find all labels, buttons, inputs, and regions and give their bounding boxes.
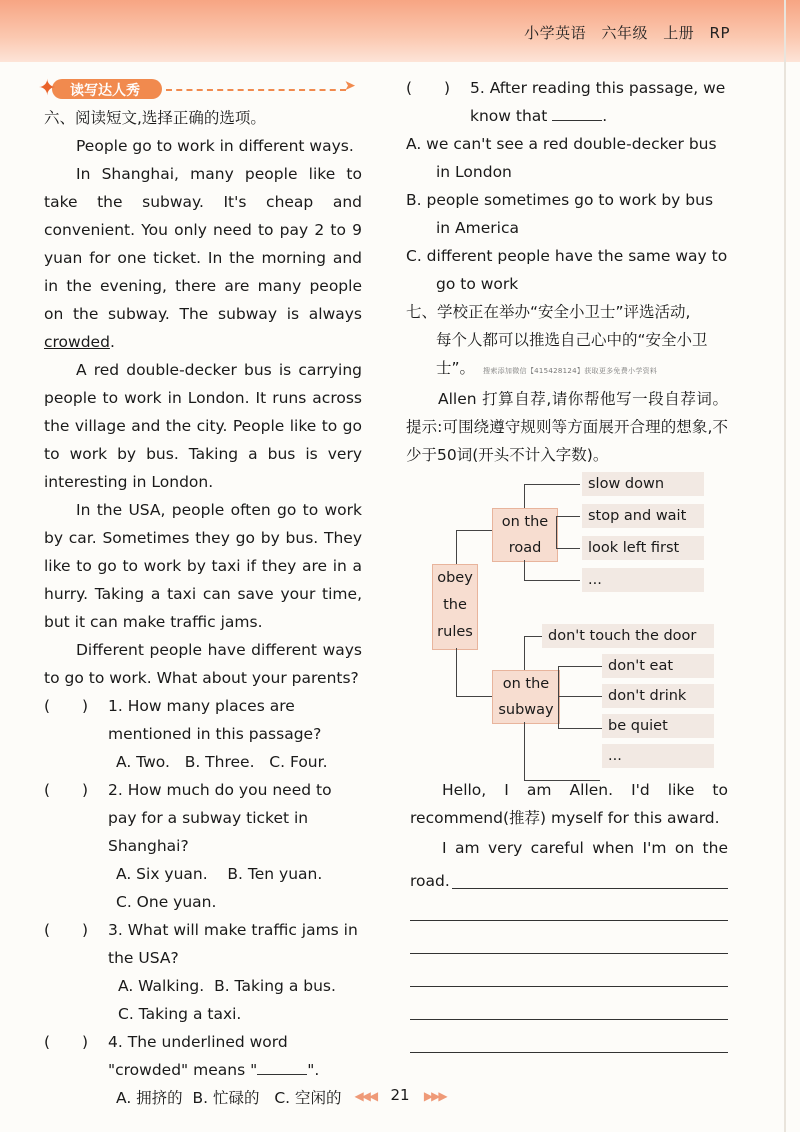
question-text: What will make traffic jams in the USA? <box>108 921 358 967</box>
question-number: 4. <box>108 1033 123 1051</box>
arrow-right-icon: ➤ <box>344 78 356 94</box>
writing-line[interactable] <box>410 1052 728 1053</box>
option: B. Ten yuan. <box>227 865 323 883</box>
question-4: ( ) 4. The underlined word "crowded" means " ". <box>44 1028 362 1084</box>
mindmap-root: obey the rules <box>432 564 478 650</box>
mindmap-leaf: don't eat <box>602 654 714 678</box>
mindmap-leaf: slow down <box>582 472 704 496</box>
answer-bracket-close: ) <box>82 781 89 799</box>
answer-bracket-close: ) <box>444 79 451 97</box>
passage-paragraph-1: In Shanghai, many people like to take the subway. It's cheap and convenient. You only need to pay 2 to 9 yuan for one ticket. In the morning and in the evening, there are many people on the subway. The subway is always crowded. <box>44 165 362 351</box>
option: A. Six yuan. <box>116 865 208 883</box>
header-text <box>514 22 730 43</box>
writing-start-line-1: Hello, I am Allen. I'd like to recommend(推荐) myself for this award. <box>410 781 728 827</box>
answer-blank[interactable] <box>257 1058 307 1075</box>
option: A. 拥挤的 <box>116 1089 183 1107</box>
option: B. 忙碌的 <box>192 1089 260 1107</box>
option: C. Taking a taxi. <box>118 1005 242 1023</box>
answer-bracket-close: ) <box>82 1033 89 1051</box>
option: C. 空闲的 <box>274 1089 342 1107</box>
writing-prompt: Allen 打算自荐,请你帮他写一段自荐词。提示:可围绕遵守规则等方面展开合理的想象,不少于50词(开头不计入字数)。 <box>406 390 728 464</box>
right-arrows-icon: ▶▶▶ <box>423 1089 446 1103</box>
question-3-options <box>44 972 362 1028</box>
answer-bracket-open: ( <box>44 781 51 799</box>
option: B. Three. <box>184 753 255 771</box>
option: A. Walking. <box>118 977 205 995</box>
question-3 <box>44 916 362 972</box>
left-arrows-icon: ◀◀◀ <box>354 1089 377 1103</box>
question-5-option-c: C. different people have the same way to go to work <box>406 247 728 293</box>
passage-paragraph-2: A red double-decker bus is carrying people to work in London. It runs across the village and the city. People like to go to work by bus. Taking a bus is very interesting in London. <box>44 361 362 491</box>
option: B. Taking a bus. <box>214 977 336 995</box>
page-edge <box>784 0 786 1132</box>
section-banner <box>38 78 358 100</box>
writing-line[interactable] <box>410 953 728 954</box>
question-number: 2. <box>108 781 123 799</box>
question-5-option-a: A. we can't see a red double-decker bus in London <box>406 135 717 181</box>
answer-blank[interactable] <box>552 104 602 121</box>
mindmap-branch-road: on the road <box>492 508 558 562</box>
page-header <box>0 0 800 62</box>
writing-start-line-2: I am very careful when I'm on the road. <box>410 839 728 890</box>
writing-start <box>410 776 728 898</box>
option: C. One yuan. <box>116 893 217 911</box>
writing-line[interactable] <box>410 920 728 921</box>
header-grade: 六年级 <box>601 24 648 42</box>
mindmap-leaf: stop and wait <box>582 504 704 528</box>
mindmap-leaf: ... <box>582 568 704 592</box>
answer-bracket-close: ) <box>82 921 89 939</box>
passage-paragraph-3: In the USA, people often go to work by car. Sometimes they go by bus. They like to go to work by taxi if they are in a hurry. Taking a taxi can save your time, but it can make traffic jams. <box>44 501 362 631</box>
banner-dashed-line <box>166 89 346 91</box>
answer-bracket-close: ) <box>82 697 89 715</box>
banner-label: 读写达人秀 <box>70 83 140 99</box>
page-number: 21 <box>390 1086 410 1104</box>
writing-line[interactable] <box>410 986 728 987</box>
header-edition: RP <box>709 24 730 42</box>
writing-line[interactable] <box>452 888 728 889</box>
question-text: How many places are mentioned in this passage? <box>108 697 322 743</box>
question-1 <box>44 692 362 748</box>
question-2 <box>44 776 362 860</box>
header-subject: 小学英语 <box>524 24 587 42</box>
mindmap-leaf: ... <box>602 744 714 768</box>
question-5-option-b: B. people sometimes go to work by bus in America <box>406 191 714 237</box>
option: A. Two. <box>116 753 170 771</box>
passage-paragraph-4: Different people have different ways to go to work. What about your parents? <box>44 641 362 687</box>
answer-bracket-open: ( <box>44 1033 51 1051</box>
question-5: ( ) 5. After reading this passage, we know that . <box>406 74 728 130</box>
mindmap-branch-subway: on the subway <box>492 670 560 724</box>
header-volume: 上册 <box>663 24 695 42</box>
right-column <box>406 74 728 469</box>
reading-section-title: 六、阅读短文,选择正确的选项。 <box>44 109 266 127</box>
mindmap-leaf: don't drink <box>602 684 714 708</box>
answer-bracket-open: ( <box>44 697 51 715</box>
watermark: 搜索添加微信【415428124】获取更多免费小学资料 <box>483 367 658 375</box>
question-number: 5. <box>470 79 485 97</box>
question-number: 1. <box>108 697 123 715</box>
question-text: How much do you need to pay for a subway ticket in Shanghai? <box>108 781 332 855</box>
left-column <box>44 104 362 1112</box>
mindmap-leaf: don't touch the door <box>542 624 714 648</box>
page-footer <box>0 1086 800 1104</box>
option: C. Four. <box>269 753 328 771</box>
underlined-word: crowded <box>44 333 110 351</box>
mind-map <box>428 470 728 772</box>
writing-line[interactable] <box>410 1019 728 1020</box>
star-icon: ✦ <box>38 76 57 101</box>
question-number: 3. <box>108 921 123 939</box>
question-1-options <box>44 748 362 776</box>
answer-bracket-open: ( <box>406 79 413 97</box>
mindmap-leaf: be quiet <box>602 714 714 738</box>
passage-title: People go to work in different ways. <box>76 137 354 155</box>
question-2-options <box>44 860 362 916</box>
mindmap-leaf: look left first <box>582 536 704 560</box>
writing-section-title: 七、学校正在举办“安全小卫士”评选活动, 每个人都可以推选自己心中的“安全小卫士”。 搜索添加微信【415428124】获取更多免费小学资料 <box>406 303 708 377</box>
answer-bracket-open: ( <box>44 921 51 939</box>
